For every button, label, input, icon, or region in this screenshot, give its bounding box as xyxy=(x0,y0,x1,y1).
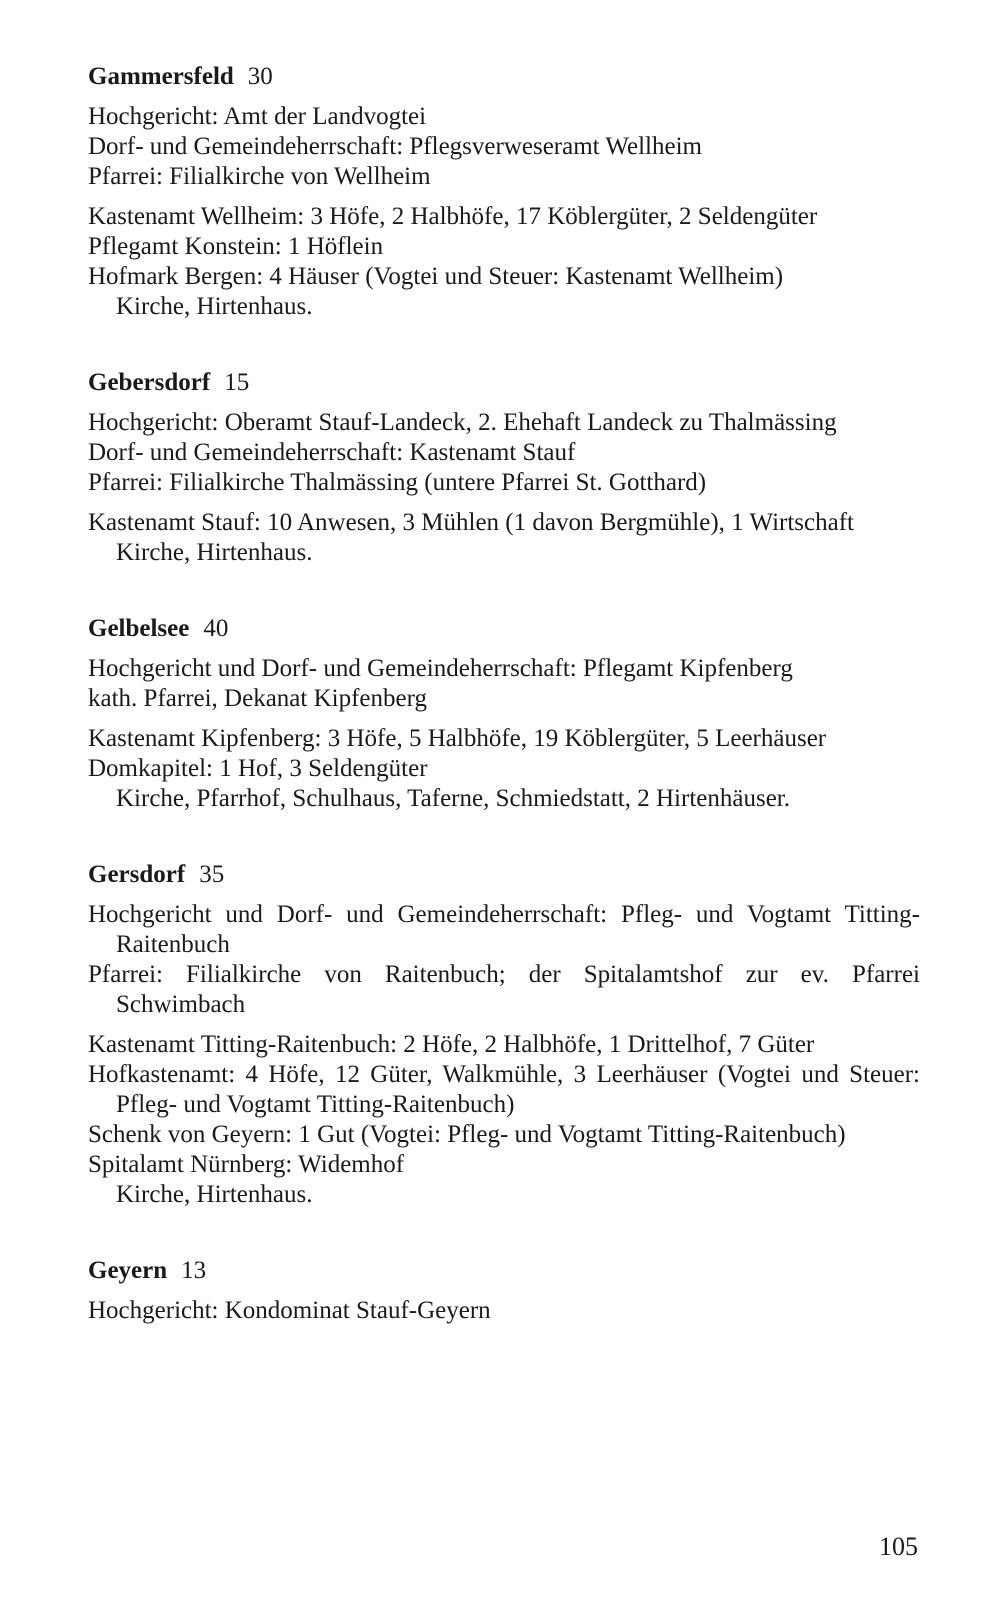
admin-line: kath. Pfarrei, Dekanat Kipfenberg xyxy=(88,685,427,712)
buildings-line: Kirche, Hirtenhaus. xyxy=(116,293,313,320)
place-name: Gersdorf xyxy=(88,861,186,888)
holding-line: Kastenamt Wellheim: 3 Höfe, 2 Halbhöfe, 17 Köblergüter, 2 Seldengüter xyxy=(88,203,818,230)
admin-block xyxy=(88,654,920,714)
place-name: Gebersdorf xyxy=(88,369,211,396)
entry-gersdorf xyxy=(88,860,920,1210)
entry-gebersdorf xyxy=(88,368,920,568)
place-number: 35 xyxy=(199,861,225,888)
entry-heading xyxy=(88,860,920,890)
admin-line: Pfarrei: Filialkirche von Raitenbuch; der Spitalamtshof zur ev. Pfarrei Schwimbach xyxy=(88,961,920,1018)
place-number: 40 xyxy=(203,615,229,642)
admin-block xyxy=(88,1296,920,1326)
holding-line: Hofkastenamt: 4 Höfe, 12 Güter, Walkmühle, 3 Leerhäuser (Vogtei und Steuer: Pfleg- und Vogtamt Titting-Raitenbuch) xyxy=(88,1061,920,1118)
buildings-line: Kirche, Hirtenhaus. xyxy=(116,539,313,566)
holdings-block xyxy=(88,1030,920,1210)
admin-line: Hochgericht und Dorf- und Gemeindeherrschaft: Pfleg- und Vogtamt Titting-Raitenbuch xyxy=(88,901,920,958)
place-name: Gammersfeld xyxy=(88,63,234,90)
holding-line: Kastenamt Kipfenberg: 3 Höfe, 5 Halbhöfe, 19 Köblergüter, 5 Leerhäuser xyxy=(88,725,827,752)
buildings-line: Kirche, Pfarrhof, Schulhaus, Taferne, Schmiedstatt, 2 Hirtenhäuser. xyxy=(116,785,790,812)
entry-geyern xyxy=(88,1256,920,1326)
holding-line: Domkapitel: 1 Hof, 3 Seldengüter xyxy=(88,755,428,782)
buildings-line: Kirche, Hirtenhaus. xyxy=(116,1181,313,1208)
holdings-block xyxy=(88,202,920,322)
admin-line: Dorf- und Gemeindeherrschaft: Pflegsverweseramt Wellheim xyxy=(88,133,702,160)
admin-line: Hochgericht: Kondominat Stauf-Geyern xyxy=(88,1297,491,1324)
holding-line: Hofmark Bergen: 4 Häuser (Vogtei und Steuer: Kastenamt Wellheim) xyxy=(88,263,784,290)
admin-line: Pfarrei: Filialkirche Thalmässing (untere Pfarrei St. Gotthard) xyxy=(88,469,707,496)
admin-line: Hochgericht: Amt der Landvogtei xyxy=(88,103,427,130)
holding-line: Kastenamt Stauf: 10 Anwesen, 3 Mühlen (1 davon Bergmühle), 1 Wirtschaft xyxy=(88,509,854,536)
place-number: 13 xyxy=(181,1257,207,1284)
admin-block xyxy=(88,102,920,192)
holding-line: Schenk von Geyern: 1 Gut (Vogtei: Pfleg- und Vogtamt Titting-Raitenbuch) xyxy=(88,1121,846,1148)
entry-heading xyxy=(88,62,920,92)
place-number: 30 xyxy=(247,63,273,90)
admin-line: Hochgericht und Dorf- und Gemeindeherrschaft: Pflegamt Kipfenberg xyxy=(88,655,793,682)
admin-line: Dorf- und Gemeindeherrschaft: Kastenamt Stauf xyxy=(88,439,576,466)
place-name: Geyern xyxy=(88,1257,168,1284)
holding-line: Spitalamt Nürnberg: Widemhof xyxy=(88,1151,405,1178)
page-body xyxy=(88,62,920,1372)
entry-heading xyxy=(88,368,920,398)
holding-line: Pflegamt Konstein: 1 Höflein xyxy=(88,233,384,260)
holdings-block xyxy=(88,508,920,568)
place-number: 15 xyxy=(224,369,250,396)
entry-heading xyxy=(88,614,920,644)
entry-gammersfeld xyxy=(88,62,920,322)
admin-line: Pfarrei: Filialkirche von Wellheim xyxy=(88,163,431,190)
admin-block xyxy=(88,900,920,1020)
entry-gelbelsee xyxy=(88,614,920,814)
holdings-block xyxy=(88,724,920,814)
admin-block xyxy=(88,408,920,498)
page-number: 105 xyxy=(879,1532,918,1561)
admin-line: Hochgericht: Oberamt Stauf-Landeck, 2. Ehehaft Landeck zu Thalmässing xyxy=(88,409,837,436)
place-name: Gelbelsee xyxy=(88,615,190,642)
holding-line: Kastenamt Titting-Raitenbuch: 2 Höfe, 2 Halbhöfe, 1 Drittelhof, 7 Güter xyxy=(88,1031,815,1058)
entry-heading xyxy=(88,1256,920,1286)
